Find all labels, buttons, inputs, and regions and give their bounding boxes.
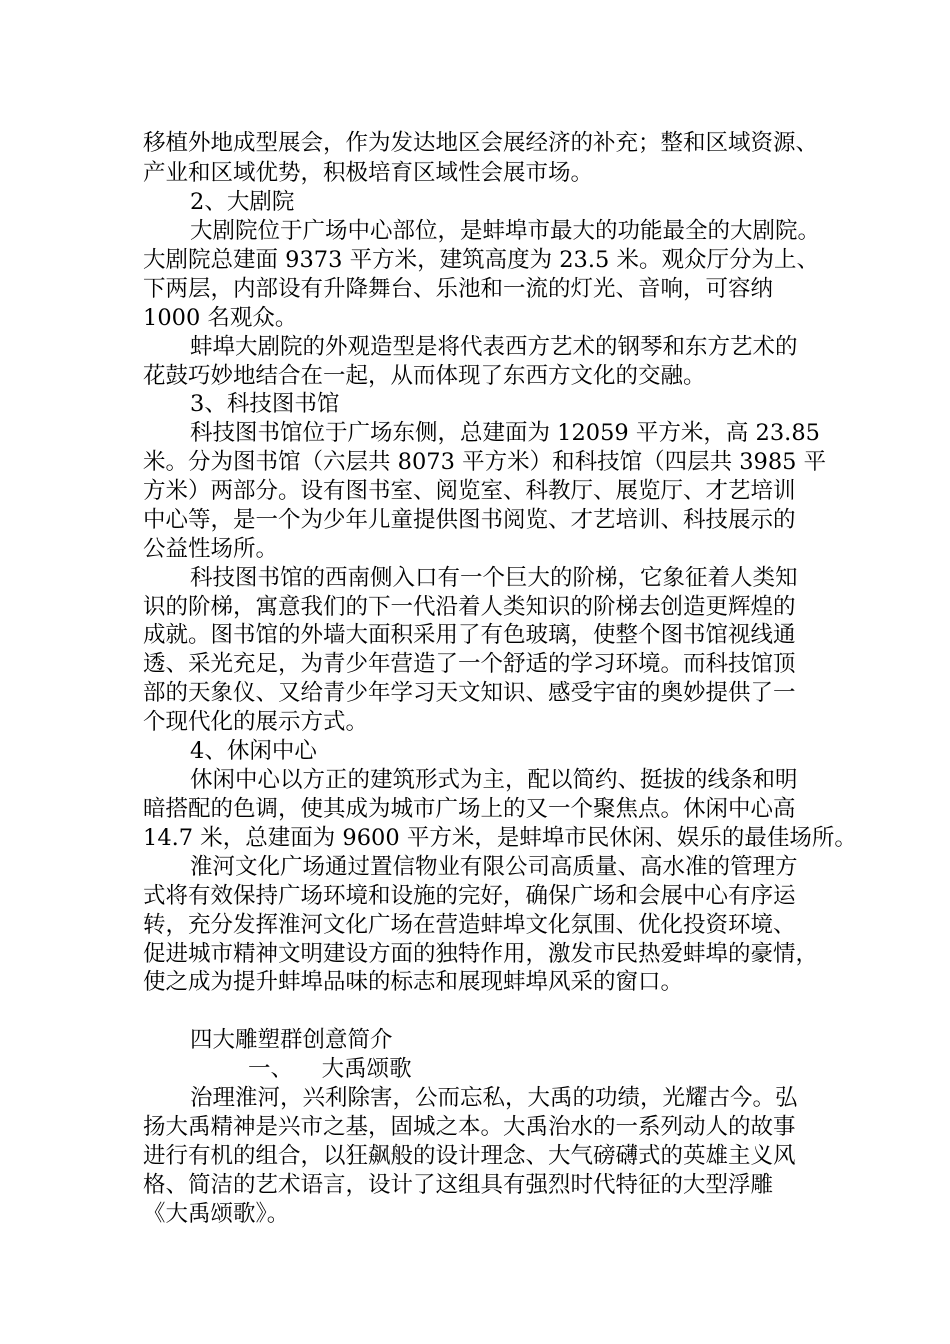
body-text-line: 公益性场所。	[143, 536, 279, 562]
body-text-line: 治理淮河，兴利除害，公而忘私，大禹的功绩，光耀古今。弘	[190, 1085, 798, 1111]
body-text-line: 促进城市精神文明建设方面的独特作用，激发市民热爱蚌埠的豪情，	[143, 941, 819, 967]
body-text-line: 透、采光充足，为青少年营造了一个舒适的学习环境。而科技馆顶	[143, 651, 796, 677]
section-heading: 四大雕塑群创意简介	[190, 1027, 393, 1053]
body-text-line: 中心等，是一个为少年儿童提供图书阅览、才艺培训、科技展示的	[143, 507, 796, 533]
body-text-line: 米。分为图书馆（六层共 8073 平方米）和科技馆（四层共 3985 平	[143, 449, 827, 475]
body-text-line: 大剧院总建面 9373 平方米，建筑高度为 23.5 米。观众厅分为上、	[143, 247, 819, 273]
section-heading: 4、休闲中心	[190, 738, 317, 764]
body-text-line: 花鼓巧妙地结合在一起，从而体现了东西方文化的交融。	[143, 363, 706, 389]
body-text-line: 《大禹颂歌》。	[143, 1201, 290, 1227]
body-text-line: 14.7 米，总建面为 9600 平方米，是蚌埠市民休闲、娱乐的最佳场所。	[143, 825, 857, 851]
body-text-line: 暗搭配的色调，使其成为城市广场上的又一个聚焦点。休闲中心高	[143, 796, 796, 822]
body-text-line: 成就。图书馆的外墙大面积采用了有色玻璃，使整个图书馆视线通	[143, 622, 796, 648]
body-text-line: 淮河文化广场通过置信物业有限公司高质量、高水准的管理方	[190, 854, 798, 880]
body-text-line: 部的天象仪、又给青少年学习天文知识、感受宇宙的奥妙提供了一	[143, 680, 796, 706]
body-text-line: 扬大禹精神是兴市之基，固城之本。大禹治水的一系列动人的故事	[143, 1114, 796, 1140]
section-heading: 2、大剧院	[190, 189, 295, 215]
section-heading: 3、科技图书馆	[190, 391, 340, 417]
subsection-heading: 一、 大禹颂歌	[248, 1056, 412, 1082]
body-text-line: 产业和区域优势，积极培育区域性会展市场。	[143, 160, 594, 186]
body-text-line: 大剧院位于广场中心部位，是蚌埠市最大的功能最全的大剧院。	[190, 218, 821, 244]
body-text-line: 个现代化的展示方式。	[143, 709, 369, 735]
body-text-line: 1000 名观众。	[143, 305, 298, 331]
body-text-line: 休闲中心以方正的建筑形式为主，配以简约、挺拔的线条和明	[190, 767, 798, 793]
body-text-line: 使之成为提升蚌埠品味的标志和展现蚌埠风采的窗口。	[143, 969, 684, 995]
body-text-line: 进行有机的组合，以狂飙般的设计理念、大气磅礴式的英雄主义风	[143, 1143, 796, 1169]
body-text-line: 方米）两部分。设有图书室、阅览室、科教厅、展览厅、才艺培训	[143, 478, 796, 504]
body-text-line: 蚌埠大剧院的外观造型是将代表西方艺术的钢琴和东方艺术的	[190, 334, 798, 360]
body-text-line: 格、简洁的艺术语言，设计了这组具有强烈时代特征的大型浮雕	[143, 1172, 774, 1198]
body-text-line: 识的阶梯，寓意我们的下一代沿着人类知识的阶梯去创造更辉煌的	[143, 594, 796, 620]
body-text-line: 科技图书馆位于广场东侧，总建面为 12059 平方米，高 23.85	[190, 420, 820, 446]
body-text-line: 式将有效保持广场环境和设施的完好，确保广场和会展中心有序运	[143, 883, 796, 909]
body-text-line: 移植外地成型展会，作为发达地区会展经济的补充；整和区域资源、	[143, 130, 819, 156]
body-text-line: 科技图书馆的西南侧入口有一个巨大的阶梯，它象征着人类知	[190, 565, 798, 591]
body-text-line: 转，充分发挥淮河文化广场在营造蚌埠文化氛围、优化投资环境、	[143, 912, 796, 938]
body-text-line: 下两层，内部设有升降舞台、乐池和一流的灯光、音响，可容纳	[143, 276, 774, 302]
